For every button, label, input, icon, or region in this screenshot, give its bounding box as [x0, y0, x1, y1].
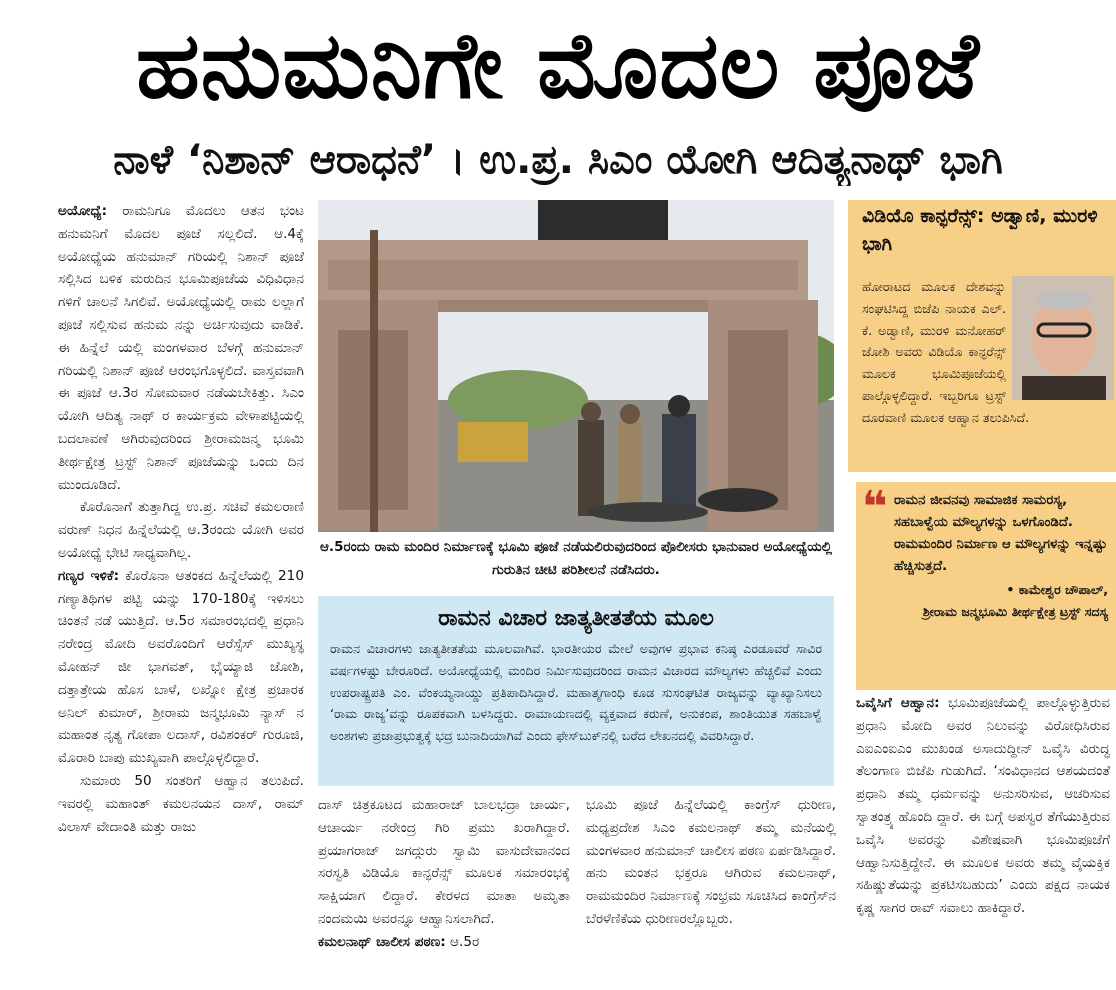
photo-caption: ಆ.5ರಂದು ರಾಮ ಮಂದಿರ ನಿರ್ಮಾಣಕ್ಕೆ ಭೂಮಿ ಪೂಜೆ ನಡೆಯಲಿರುವುದರಿಂದ ಪೊಲೀಸರು ಭಾನುವಾರ ಅಯೋಧ್ಯೆಯಲ್ಲಿ ಗುರುತಿನ ಚೀಟಿ ಪರಿಶೀಲನೆ ನಡೆಸಿದರು. [319, 539, 833, 578]
box-title: ರಾಮನ ವಿಚಾರ ಜಾತ್ಯತೀತತೆಯ ಮೂಲ [438, 606, 714, 631]
middle-right-column [586, 794, 836, 990]
quote-author: • ಕಾಮೇಶ್ವರ ಚೌಪಾಲ್, [1006, 582, 1108, 597]
left-paragraph-1-text: ರಾಮನಿಗೂ ಮೊದಲು ಆತನ ಭಂಟ ಹನುಮನಿಗೆ ಮೊದಲ ಪೂಜೆ ಸಲ್ಲಲಿದೆ. ಆ.4ಕ್ಕೆ ಅಯೋಧ್ಯೆಯ ಹನುಮಾನ್ ಗರಿಯಲ್ಲಿ ನಿಶಾನ್ ಪೂಜೆ ಸಲ್ಲಿಸಿದ ಬಳಿಕ ಮರುದಿನ ಭೂಮಿಪೂಜೆಯ ವಿಧಿವಿಧಾನ ಗಳಿಗೆ ಚಾಲನೆ ಸಿಗಲಿವೆ. ಅಯೋಧ್ಯೆಯಲ್ಲಿ ರಾಮ ಲಲ್ಲಾಗೆ ಪೂಜೆ ಸಲ್ಲಿಸುವ ಹನುಮ ನನ್ನು ಅರ್ಚಿಸುವುದು ವಾಡಿಕೆ. ಈ ಹಿನ್ನೆಲೆ ಯಲ್ಲಿ ಮಂಗಳವಾರ ಬೆಳಗ್ಗೆ ಹನುಮಾನ್ ಗರಿಯಲ್ಲಿ ನಿಶಾನ್ ಪೂಜೆ ಆರಂಭಗೊಳ್ಳಲಿದೆ. ವಾಸ್ತವವಾಗಿ ಈ ಪೂಜೆ ಆ.3ರ ಸೋಮವಾರ ನಡೆಯಬೇಕಿತ್ತು. ಸಿಎಂ ಯೋಗಿ ಆದಿತ್ಯ ನಾಥ್ ರ ಕಾರ್ಯಕ್ರಮ ವೇಳಾಪಟ್ಟಿಯಲ್ಲಿ ಬದಲಾವಣೆ ಆಗಿರುವುದರಿಂದ ಶ್ರೀರಾಮಜನ್ಮ ಭೂಮಿ ತೀರ್ಥಕ್ಷೇತ್ರ ಟ್ರಸ್ಟ್ ನಿಶಾನ್ ಪೂಜೆಯನ್ನು ಒಂದು ದಿನ ಮುಂದೂಡಿದೆ. [58, 203, 304, 493]
quote-author-role: ಶ್ರೀರಾಮ ಜನ್ಮಭೂಮಿ ತೀರ್ಥಕ್ಷೇತ್ರ ಟ್ರಸ್ಟ್ ಸದಸ್ಯ [922, 604, 1108, 619]
side-box-text: ಹೋರಾಟದ ಮೂಲಕ ದೇಶವನ್ನು ಸಂಘಟಿಸಿದ್ದ ಬಿಜೆಪಿ ನಾಯಕ ಎಲ್. ಕೆ. ಅಡ್ವಾಣಿ, ಮುರಳಿ ಮನೋಹರ್ ಜೋಶಿ ಅವರು ವಿಡಿಯೊ ಕಾನ್ಫರೆನ್ಸ್ ಮೂಲಕ ಭೂಮಿಪೂಜೆಯಲ್ಲಿ ಪಾಲ್ಗೊಳ್ಳಲಿದ್ದಾರೆ. ಇಬ್ಬರಿಗೂ ಟ್ರಸ್ಟ್ ದೂರವಾಣಿ ಮೂಲಕ ಆಹ್ವಾನ ತಲುಪಿಸಿದೆ. [862, 279, 1030, 425]
left-column [58, 200, 304, 990]
left-paragraph-3 [58, 565, 304, 770]
right-paragraph-text: ಭೂಮಿಪೂಜೆಯಲ್ಲಿ ಪಾಲ್ಗೊಳ್ಳುತ್ತಿರುವ ಪ್ರಧಾನಿ ಮೋದಿ ಅವರ ನಿಲುವನ್ನು ವಿರೋಧಿಸಿರುವ ಎಐಎಂಐಎಂ ಮುಖಂಡ ಅಸಾದುದ್ದೀನ್ ಒವೈಸಿ ವಿರುದ್ಧ ತೆಲಂಗಾಣ ಬಿಜೆಪಿ ಗುಡುಗಿದೆ. ‘ಸಂವಿಧಾನದ ಆಶಯದಂತೆ ಪ್ರಧಾನಿ ತಮ್ಮ ಧರ್ಮವನ್ನು ಅನುಸರಿಸುವ, ಆಚರಿಸುವ ಸ್ವಾತಂತ್ರ್ಯ ಹೊಂದಿ ದ್ದಾರೆ. ಈ ಬಗ್ಗೆ ಅಪಸ್ವರ ತೆಗೆಯುತ್ತಿರುವ ಒವೈಸಿ ಅವರನ್ನು ವಿಶೇಷವಾಗಿ ಭೂಮಿಪೂಜೆಗೆ ಆಹ್ವಾನಿಸುತ್ತಿದ್ದೇನೆ. ಈ ಮೂಲಕ ಅವರು ತಮ್ಮ ವೈಯಕ್ತಿಕ ಸಹಿಷ್ಣುತೆಯನ್ನು ಪ್ರಕಟಿಸಬಹುದು’ ಎಂದು ಪಕ್ಷದ ನಾಯಕ ಕೃಷ್ಣ ಸಾಗರ ರಾವ್ ಸವಾಲು ಹಾಕಿದ್ದಾರೆ. [856, 695, 1110, 917]
headline: ಹನುಮನಿಗೇ ಮೊದಲ ಪೂಜೆ [136, 12, 980, 119]
quote-mark-icon: ❝ [862, 482, 888, 533]
gate-photo-illustration [318, 200, 834, 532]
middle-left-lead-text: ಆ.5ರ [445, 933, 480, 950]
left-paragraph-4: ಸುಮಾರು 50 ಸಂತರಿಗೆ ಆಹ್ವಾನ ತಲುಪಿದೆ. ಇವರಲ್ಲಿ ಮಹಾಂತ್ ಕಮಲನಯನ ದಾಸ್, ರಾಮ್ ವಿಲಾಸ್ ವೇದಾಂತಿ ಮತ್ತು ರಾಜು [58, 772, 304, 835]
subheadline: ನಾಳೆ ‘ನಿಶಾನ್ ಆರಾಧನೆ’ । ಉ.ಪ್ರ. ಸಿಎಂ ಯೋಗಿ ಆದಿತ್ಯನಾಥ್ ಭಾಗಿ [113, 137, 1003, 183]
ram-secularism-box [318, 596, 834, 786]
left-paragraph-2: ಕೊರೊನಾಗೆ ತುತ್ತಾಗಿದ್ದ ಉ.ಪ್ರ. ಸಚಿವೆ ಕಮಲರಾಣಿ ವರುಣ್ ನಿಧನ ಹಿನ್ನೆಲೆಯಲ್ಲಿ ಆ.3ರಂದು ಯೋಗಿ ಅವರ ಅಯೋಧ್ಯೆ ಭೇಟಿ ಸಾಧ್ಯವಾಗಿಲ್ಲ. [58, 499, 304, 561]
middle-left-column [318, 794, 570, 990]
news-photo [318, 200, 834, 532]
video-conference-box [848, 200, 1116, 472]
right-column [856, 692, 1110, 990]
left-paragraph-3-text: ಕೊರೊನಾ ಆತಂಕದ ಹಿನ್ನೆಲೆಯಲ್ಲಿ 210 ಗಣ್ಯಾತಿಥಿಗಳ ಪಟ್ಟಿ ಯನ್ನು 170-180ಕ್ಕೆ ಇಳಿಸಲು ಚಿಂತನೆ ನಡೆ ಯುತ್ತಿದೆ. ಆ.5ರ ಸಮಾರಂಭದಲ್ಲಿ ಪ್ರಧಾನಿ ನರೇಂದ್ರ ಮೋದಿ ಅವರೊಂದಿಗೆ ಆರೆಸ್ಸೆಸ್ ಮುಖ್ಯಸ್ಥ ಮೋಹನ್ ಜೀ ಭಾಗವತ್, ಭೈಯ್ಯಾಜಿ ಜೋಶಿ, ದತ್ತಾತ್ರೇಯ ಹೊಸ ಬಾಳೆ, ಲಖ್ನೋ ಕ್ಷೇತ್ರ ಪ್ರಚಾರಕ ಅನಿಲ್ ಕುಮಾರ್, ಶ್ರೀರಾಮ ಜನ್ಮಭೂಮಿ ನ್ಯಾಸ್ ನ ಮಹಾಂತ ನೃತ್ಯ ಗೋಪಾ ಲದಾಸ್, ರವಿಶಂಕರ್ ಗುರೂಜಿ, ಮೊರಾರಿ ಬಾಪು ಮುಖ್ಯವಾಗಿ ಪಾಲ್ಗೊಳ್ಳಲಿದ್ದಾರೆ. [58, 567, 304, 767]
quote-text: ರಾಮನ ಜೀವನವು ಸಾಮಾಜಿಕ ಸಾಮರಸ್ಯ, ಸಹಬಾಳ್ವೆಯ ಮೌಲ್ಯಗಳನ್ನು ಒಳಗೊಂಡಿದೆ. ರಾಮಮಂದಿರ ನಿರ್ಮಾಣ ಆ ಮೌಲ್ಯಗಳನ್ನು ಇನ್ನಷ್ಟು ಹೆಚ್ಚಿಸುತ್ತದೆ. [894, 493, 1108, 574]
quote-box [856, 482, 1116, 690]
box-body: ರಾಮನ ವಿಚಾರಗಳು ಜಾತ್ಯತೀತತೆಯ ಮೂಲವಾಗಿವೆ. ಭಾರತೀಯರ ಮೇಲೆ ಅವುಗಳ ಪ್ರಭಾವ ಕನಿಷ್ಠ ಎರಡೂವರೆ ಸಾವಿರ ವರ್ಷಗಳಷ್ಟು ಬೇರೂರಿದೆ. ಅಯೋಧ್ಯೆಯಲ್ಲಿ ಮಂದಿರ ನಿರ್ಮಿಸುವುದರಿಂದ ರಾಮನ ವಿಚಾರದ ಮೌಲ್ಯಗಳು ಹೆಚ್ಚಲಿವೆ ಎಂದು ಉಪರಾಷ್ಟ್ರಪತಿ ಎಂ. ವೆಂಕಯ್ಯನಾಯ್ಡು ಪ್ರತಿಪಾದಿಸಿದ್ದಾರೆ. ಮಹಾತ್ಮಗಾಂಧಿ ಕೂಡ ಸುಸಂಘಟಿತ ರಾಜ್ಯವನ್ನು ವ್ಯಾಖ್ಯಾನಿಸಲು ‘ರಾಮ ರಾಜ್ಯ’ವನ್ನು ರೂಪಕವಾಗಿ ಬಳಸಿದ್ದರು. ರಾಮಾಯಣದಲ್ಲಿ ವ್ಯಕ್ತವಾದ ಕರುಣೆ, ಅನುಕಂಪ, ಶಾಂತಿಯುತ ಸಹಬಾಳ್ವೆ ಅಂಶಗಳು ಪ್ರಜಾಪ್ರಭುತ್ವಕ್ಕೆ ಭದ್ರ ಬುನಾದಿಯಾಗಿವೆ ಎಂದು ಫೇಸ್‌ಬುಕ್‌ನಲ್ಲಿ ಬರೆದ ಲೇಖನದಲ್ಲಿ ವಿವರಿಸಿದ್ದಾರೆ. [330, 641, 822, 744]
subheading-vip-cut: ಗಣ್ಯರ ಇಳಿಕೆ: [58, 567, 120, 584]
middle-left-lead-paragraph [318, 931, 570, 954]
middle-left-text: ದಾಸ್ ಚಿತ್ರಕೂಟದ ಮಹಾರಾಜ್ ಬಾಲಭದ್ರಾ ಚಾರ್ಯ, ಆಚಾರ್ಯ ನರೇಂದ್ರ ಗಿರಿ ಪ್ರಮು ಖರಾಗಿದ್ದಾರೆ. ಪ್ರಯಾಗರಾಜ್ ಜಗದ್ಗುರು ಸ್ವಾಮಿ ವಾಸುದೇವಾನಂದ ಸರಸ್ವತಿ ವಿಡಿಯೊ ಕಾನ್ಫರೆನ್ಸ್ ಮೂಲಕ ಸಮಾರಂಭಕ್ಕೆ ಸಾಕ್ಷಿಯಾಗ ಲಿದ್ದಾರೆ. ಕೇರಳದ ಮಾತಾ ಅಮೃತಾ ನಂದಮಯಿ ಅವರನ್ನೂ ಆಹ್ವಾನಿಸಲಾಗಿದೆ. [318, 797, 570, 927]
middle-right-text: ಭೂಮಿ ಪೂಜೆ ಹಿನ್ನೆಲೆಯಲ್ಲಿ ಕಾಂಗ್ರೆಸ್ ಧುರೀಣ, ಮಧ್ಯಪ್ರದೇಶ ಸಿಎಂ ಕಮಲನಾಥ್ ತಮ್ಮ ಮನೆಯಲ್ಲಿ ಮಂಗಳವಾರ ಹನುಮಾನ್ ಚಾಲೀಸ ಪಠಣ ಏರ್ಪಡಿಸಿದ್ದಾರೆ. ಹನು ಮಂತನ ಭಕ್ತರೂ ಆಗಿರುವ ಕಮಲನಾಥ್, ರಾಮಮಂದಿರ ನಿರ್ಮಾಣಕ್ಕೆ ಸಂಭ್ರಮ ಸೂಚಿಸಿದ ಕಾಂಗ್ರೆಸ್‌ನ ಬೆರಳೆಣಿಕೆಯ ಧುರೀಣರಲ್ಲೊಬ್ಬರು. [586, 797, 836, 927]
side-box-body [862, 276, 1116, 429]
left-paragraph-1 [58, 200, 304, 496]
subheading-kamalnath: ಕಮಲನಾಥ್ ಚಾಲೀಸ ಪಠಣ: [318, 933, 446, 950]
right-paragraph [856, 692, 1110, 920]
subheading-owaisi: ಒವೈಸಿಗೆ ಆಹ್ವಾನ: [856, 695, 940, 711]
portrait-spacer [1006, 276, 1116, 402]
side-box-title: ವಿಡಿಯೊ ಕಾನ್ಫರೆನ್ಸ್: ಅಡ್ವಾಣಿ, ಮುರಳಿ ಭಾಗಿ [862, 205, 1098, 255]
dateline: ಅಯೋಧ್ಯೆ: [58, 203, 108, 219]
